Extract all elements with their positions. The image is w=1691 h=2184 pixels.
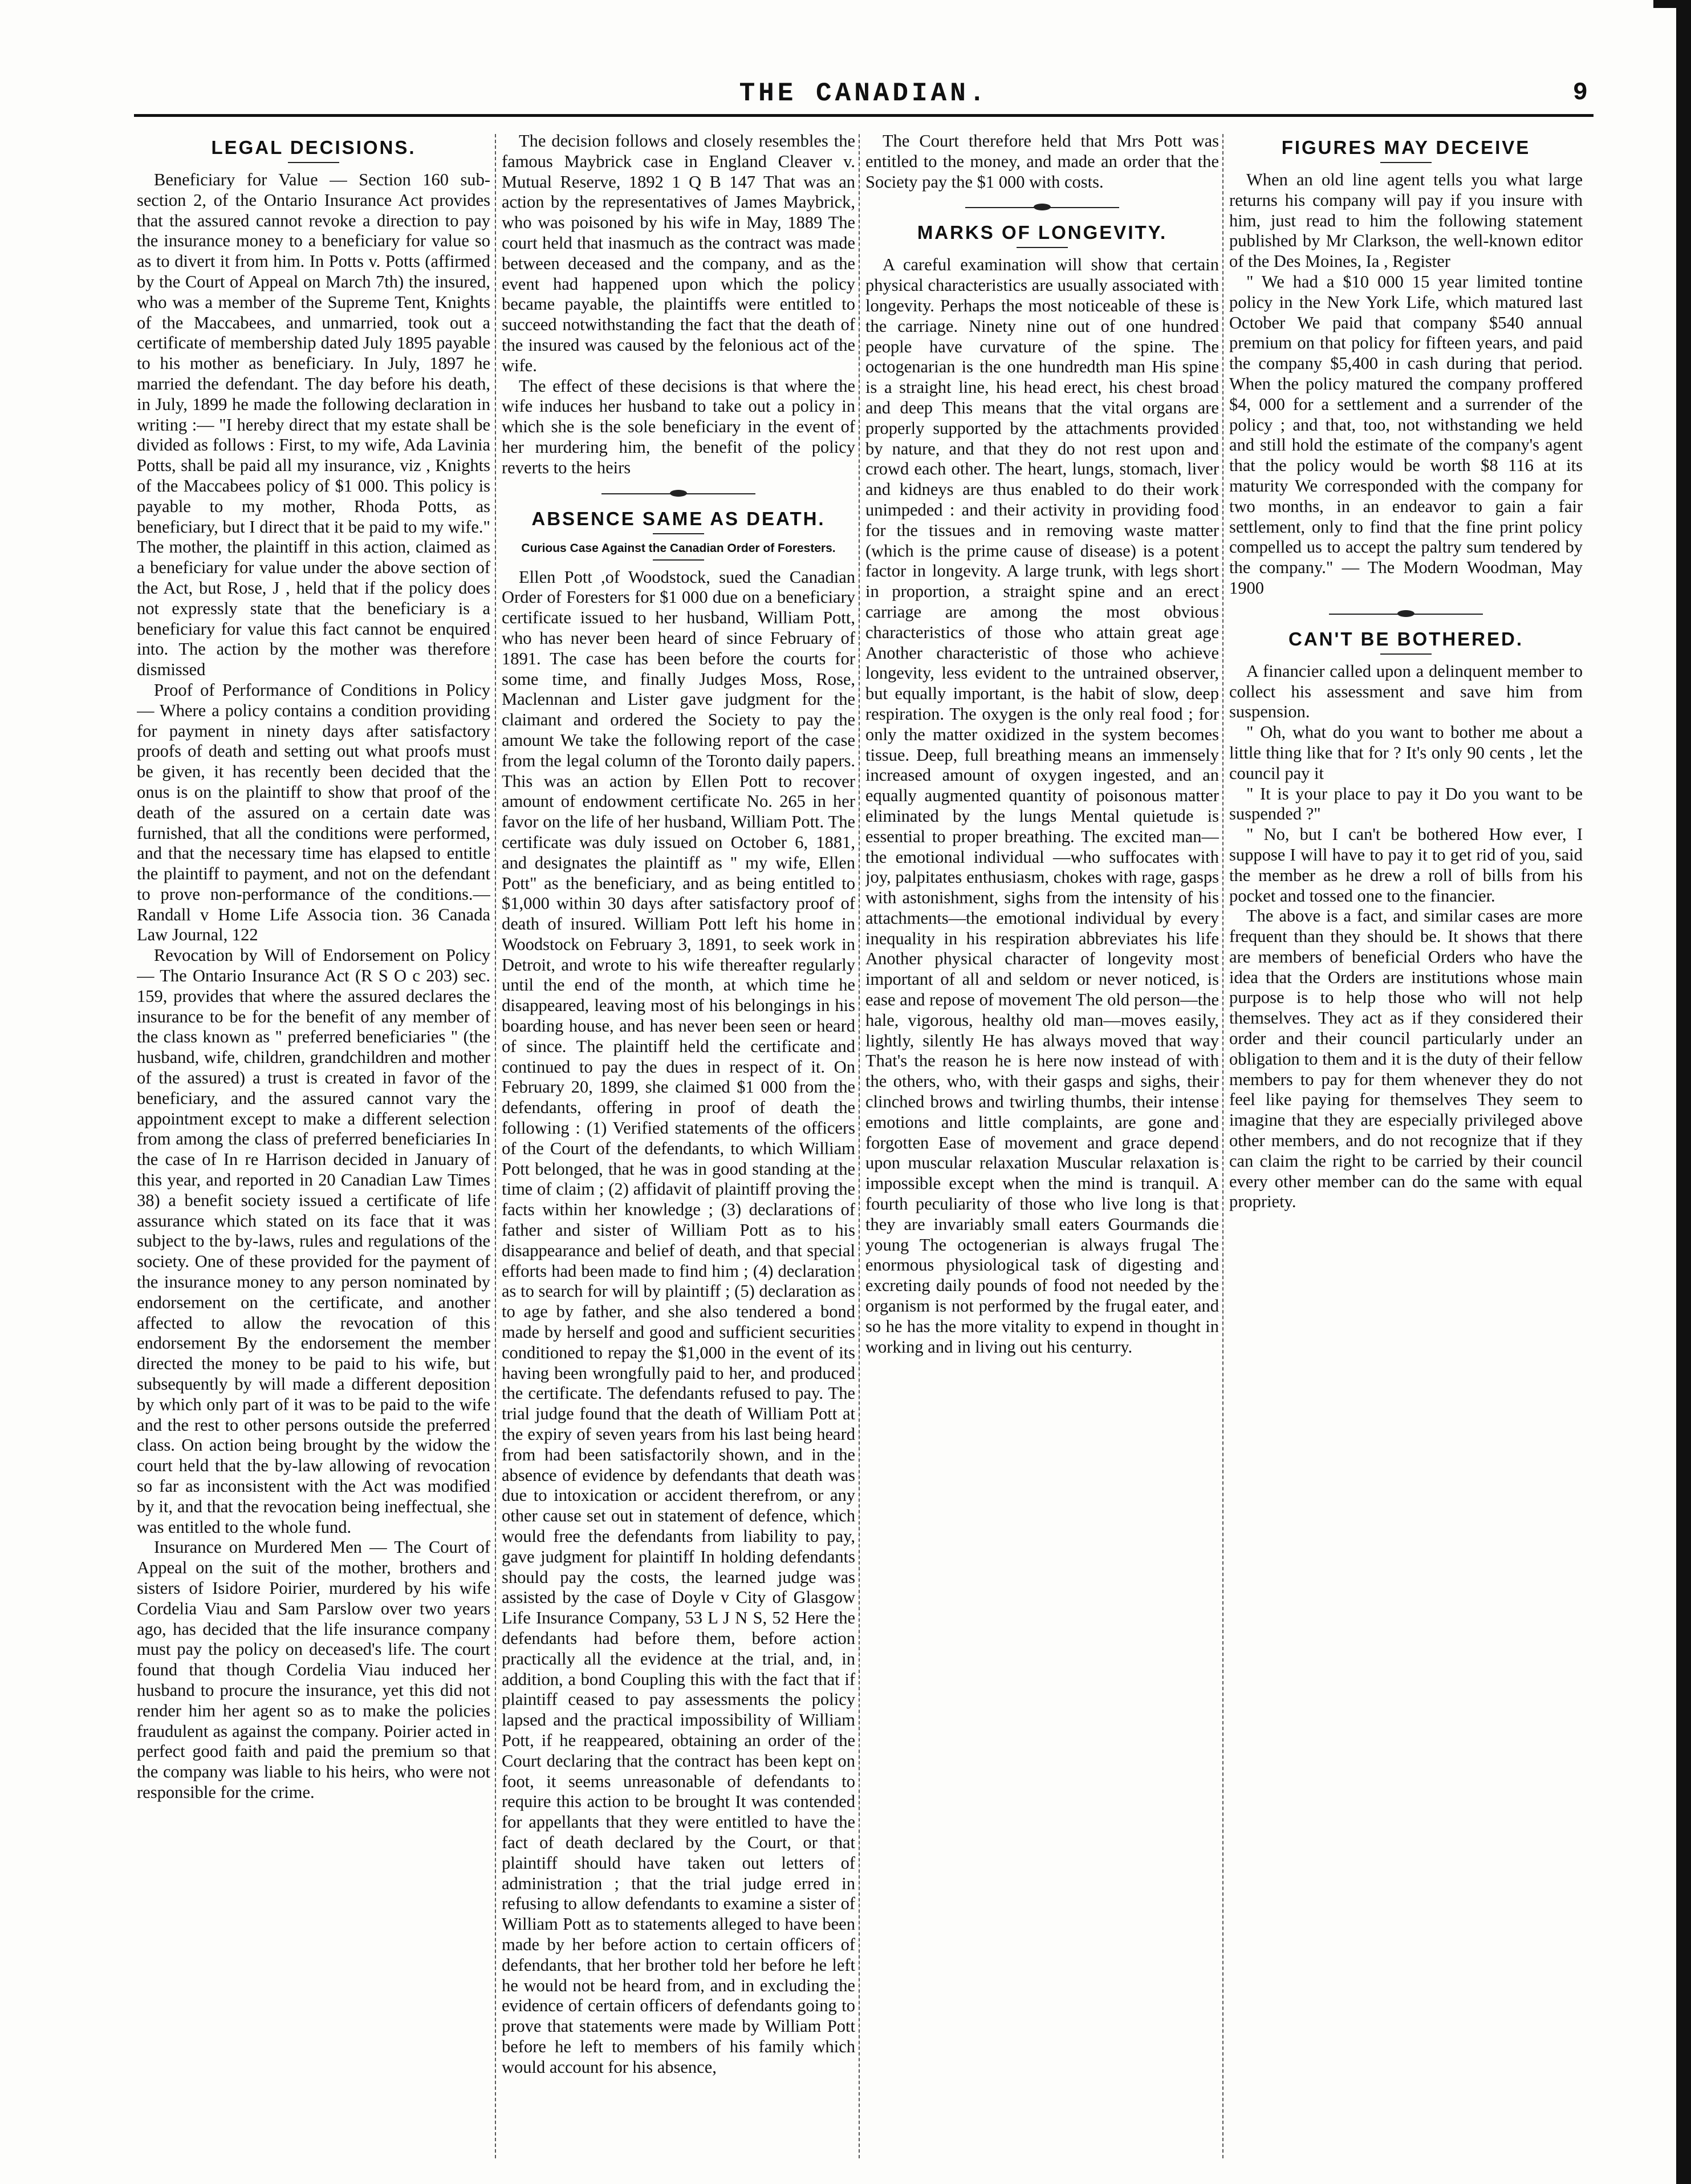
column-4 xyxy=(1229,131,1583,2167)
article-heading: CAN'T BE BOTHERED. xyxy=(1288,628,1524,649)
heading-rule xyxy=(653,533,704,534)
heading-rule xyxy=(1380,162,1432,163)
article-marks-of-longevity xyxy=(865,221,1219,1357)
article-paragraph: Beneficiary for Value — Section 160 sub-section 2, of the Ontario Insurance Act provides that the assured cannot revoke a direction to pay the insurance money to a beneficiary for value so as to divert it from him. In Potts v. Potts (affirmed by the Court of Appeal on March 7th) the insured, who was a member of the Supreme Tent, Knights of the Maccabees, and unmarried, took out a certificate of membership dated July 1895 payable to his mother as beneficiary. In July, 1897 he married the defendant. The day before his death, in July, 1899 he made the following declaration in writing :— "I hereby direct that my estate shall be divided as follows : First, to my wife, Ada Lavinia Potts, shall be paid all my insurance, viz , Knights of the Maccabees policy of $1 000. This policy is payable to my mother, Rhoda Potts, as beneficiary, but I direct that it be paid to my wife." The mother, the plaintiff in this action, claimed as a beneficiary for value under the above section of the Act, but Rose, J , held that if the policy does not expressly state that the beneficiary is a beneficiary for value this fact cannot be enquired into. The action by the mother was therefore dismissed xyxy=(137,170,490,680)
column-rule xyxy=(495,134,497,2158)
section-divider xyxy=(601,490,755,498)
article-paragraph: A financier called upon a delinquent member to collect his assessment and save him from suspension. xyxy=(1229,661,1583,722)
column-3 xyxy=(865,131,1219,2167)
column-2 xyxy=(502,131,855,2167)
article-paragraph: Revocation by Will of Endorsement on Policy — The Ontario Insurance Act (R S O c 203) sec. 159, provides that where the assured declares the insurance to be for the benefit of any member of the class known as " preferred beneficiaries " (the husband, wife, children, grandchildren and mother of the assured) a trust is created in favor of the beneficiary, and the assured cannot vary the appointment except to make a different selection from among the class of preferred beneficiaries In the case of In re Harrison decided in January of this year, and reported in 20 Canadian Law Times 38) a benefit society issued a certificate of life assurance which stated on its face that it was subject to the by-laws, rules and regulations of the society. One of these provided for the payment of the insurance money to any person nominated by endorsement on the certificate, and another affected to allow the revocation of this endorsement By the endorsement the member directed the money to be paid to his wife, but subsequently by will made a different deposition by which only part of it was to be paid to the wife and the rest to other persons outside the preferred class. On action being brought by the widow the court held that the by-law allowing of revocation so far as inconsistent with the Act was modified by it, and that the revocation being ineffectual, she was entitled to the whole fund. xyxy=(137,945,490,1537)
heading-rule xyxy=(1380,653,1432,655)
article-heading: FIGURES MAY DECEIVE xyxy=(1281,137,1531,158)
article-paragraph: " No, but I can't be bothered How ever, I suppose I will have to pay it to get rid of you, said the member as he drew a roll of bills from his pocket and tossed one to the financier. xyxy=(1229,825,1583,906)
article-paragraph: The Court therefore held that Mrs Pott was entitled to the money, and made an order that the Society pay the $1 000 with costs. xyxy=(865,131,1219,192)
column-rule xyxy=(859,134,861,2158)
article-heading: ABSENCE SAME AS DEATH. xyxy=(531,508,826,529)
article-cant-be-bothered xyxy=(1229,627,1583,1213)
article-absence-continued xyxy=(865,131,1219,192)
article-paragraph: A careful examination will show that certain physical characteristics are usually associated with longevity. Perhaps the most noticeable of these is the carriage. Ninety nine out of one hundred people have curvature of the spine. The octogenarian is the one hundredth man His spine is a straight line, his head erect, his chest broad and deep This means that the vital organs are properly supported by the attachments provided by nature, and that they do not rest upon and crowd each other. The heart, lungs, stomach, liver and kidneys are thus enabled to do their work unimpeded : and their activity in providing food for the tissues and in removing waste matter (which is the prime cause of disease) is a potent factor in longevity. A large trunk, with legs short in proportion, a straight spine and an erect carriage are among the most obvious characteristics of those who attain great age Another characteristic of those who achieve longevity, less evident to the untrained observer, but equally important, is the habit of slow, deep respiration. The oxygen is the only real food ; for only the matter oxidized in the system becomes tissue. Deep, full breathing means an immensely increased amount of oxygen ingested, and an equally augmented quantity of poisonous matter eliminated by the lungs Mental quietude is essential to proper breathing. The excited man—the emotional individual —who suffocates with joy, palpitates enthusiasm, chokes with rage, gasps with astonishment, sighs from the intensity of his attachments—the emotional individual by every inequality in his respiration abbreviates his life Another physical character of longevity most important of all and seldom or never noticed, is ease and repose of movement The old person—the hale, vigorous, healthy old man—moves easily, lightly, silently He has always moved that way That's the reason he is here now instead of with the others, who, with their gasps and sighs, their clinched brows and twirling thumbs, their intense emotions and little complaints, are gone and forgotten Ease of movement and grace depend upon muscular relaxation Muscular relaxation is impossible except when the mind is tranquil. A fourth peculiarity of those who live long is that they are invariably small eaters Gourmands die young The octogenerian is always frugal The enormous physiological task of digesting and excreting daily pounds of food not needed by the organism is not performed by the frugal eater, and so he has the more vitality to expend in thought in working and in living out his centurry. xyxy=(865,255,1219,1357)
article-paragraph: Proof of Performance of Conditions in Policy — Where a policy contains a condition providing for payment in ninety days after satisfactory proofs of death and setting out what proofs must be given, it has recently been decided that the onus is on the plaintiff to show that proof of the death of the assured on a certain date was furnished, that all the conditions were performed, and that the necessary time has elapsed to entitle the plaintiff to payment, and not on the defendant to prove non-performance of the conditions.— Randall v Home Life Associa tion. 36 Canada Law Journal, 122 xyxy=(137,680,490,945)
column-rule xyxy=(1222,134,1225,2158)
page-number: 9 xyxy=(1572,79,1588,107)
article-paragraph: " It is your place to pay it Do you want to be suspended ?" xyxy=(1229,784,1583,824)
masthead-title: THE CANADIAN. xyxy=(739,79,989,108)
scan-edge-right xyxy=(1676,0,1691,2184)
section-divider xyxy=(965,204,1119,212)
article-legal-decisions-continued xyxy=(502,131,855,478)
article-paragraph: Insurance on Murdered Men — The Court of Appeal on the suit of the mother, brothers and sisters of Isidore Poirier, murdered by his wife Cordelia Viau and Sam Parslow over two years ago, has decided that the life insurance company must pay the policy on deceased's life. The court found that though Cordelia Viau induced her husband to procure the insurance, yet this did not render him her agent so as to make the policies fraudulent as against the company. Poirier acted in perfect good faith and paid the premium so that the company was liable to his heirs, who were not responsible for the crime. xyxy=(137,1537,490,1802)
heading-rule xyxy=(653,559,704,561)
column-1 xyxy=(137,131,490,2167)
article-heading: LEGAL DECISIONS. xyxy=(211,137,416,158)
article-paragraph: The effect of these decisions is that where the wife induces her husband to take out a policy in which she is the sole beneficiary in the event of her murdering him, the benefit of the policy reverts to the heirs xyxy=(502,376,855,477)
article-subheading: Curious Case Against the Canadian Order of Foresters. xyxy=(521,541,836,555)
article-absence-same-as-death xyxy=(502,507,855,2078)
scan-edge-top xyxy=(1653,0,1691,8)
page-header xyxy=(134,79,1594,117)
article-paragraph: " Oh, what do you want to bother me about a little thing like that for ? It's only 90 cents , let the council pay it xyxy=(1229,722,1583,783)
article-figures-may-deceive xyxy=(1229,136,1583,599)
article-paragraph: The decision follows and closely resembles the famous Maybrick case in England Cleaver v. Mutual Reserve, 1892 1 Q B 147 That was an action by the representatives of James Maybrick, who was poisoned by his wife in May, 1889 The court held that inasmuch as the contract was made between deceased and the company, and as the event had happened upon which the policy became payable, the plaintiffs were entitled to succeed notwithstanding the fact that the death of the insured was caused by the felonious act of the wife. xyxy=(502,131,855,375)
article-heading: MARKS OF LONGEVITY. xyxy=(917,222,1168,243)
section-divider xyxy=(1329,610,1483,618)
article-paragraph: The above is a fact, and similar cases are more frequent than they should be. It shows that there are members of beneficial Orders who have the idea that the Orders are institutions whose main purpose is to help those who will not help themselves. They act as if they considered their order and their council particularly under an obligation to them and it is the duty of their fellow members to pay for them whenever they do not feel like paying for themselves They seem to imagine that they are especially privileged above other members, and do not recognize that if they can claim the right to be carried by their council every other member can do the same with equal propriety. xyxy=(1229,906,1583,1212)
article-paragraph: " We had a $10 000 15 year limited tontine policy in the New York Life, which matured last October We paid that company $540 annual premium on that policy for fifteen years, and paid the company $5,400 in cash during that period. When the policy matured the company proffered $4, 000 for a settlement and a surrender of the policy ; and that, too, not withstanding we held and still hold the estimate of the company's agent that the policy would be worth $8 116 at its maturity We corresponded with the company for two months, in an endeavor to gain a fair settlement, only to find that the fine print policy compelled us to accept the paltry sum tendered by the company." — The Modern Woodman, May 1900 xyxy=(1229,271,1583,598)
heading-rule xyxy=(1017,247,1068,248)
article-paragraph: When an old line agent tells you what large returns his company will pay if you insure with him, just read to him the following statement published by Mr Clarkson, the well-known editor of the Des Moines, Ia , Register xyxy=(1229,170,1583,271)
article-paragraph: Ellen Pott ,of Woodstock, sued the Canadian Order of Foresters for $1 000 due on a beneficiary certificate issued to her husband, William Pott, who has never been heard of since February of 1891. The case has been before the courts for some time, and finally Judges Moss, Rose, Maclennan and Lister gave judgment for the claimant and ordered the Society to pay the amount We take the following report of the case from the legal column of the Toronto daily papers. This was an action by Ellen Pott to recover amount of endowment certificate No. 265 in her favor on the life of her husband, William Pott. The certificate was duly issued on October 6, 1881, and designates the plaintiff as " my wife, Ellen Pott" as the beneficiary, and as being entitled to $1,000 within 30 days after satisfactory proof of death of insured. William Pott left his home in Woodstock on February 3, 1891, to seek work in Detroit, and wrote to his wife thereafter regularly until the end of the month, at which time he disappeared, leaving most of his belongings in his boarding house, and has never been seen or heard of since. The plaintiff held the certificate and continued to pay the dues in respect of it. On February 20, 1899, she claimed $1 000 from the defendants, offering in proof of death the following : (1) Verified statements of the officers of the Court of the defendants, to which William Pott belonged, that he was in good standing at the time of claim ; (2) affidavit of plaintiff proving the facts within her knowledge ; (3) declarations of father and sister of William Pott as to his disappearance and belief of death, and that special efforts had been made to find him ; (4) declaration as to search for will by plaintiff ; (5) declaration as to age by father, and she also tendered a bond made by herself and good and sufficient securities conditioned to repay the $1,000 in the event of its having been wrongfully paid to her, and produced the certificate. The defendants refused to pay. The trial judge found that the death of William Pott at the expiry of seven years from his last being heard from had been satisfactorily shown, and in the absence of evidence by defendants that death was due to intoxication or accident therefrom, or any other cause set out in statement of defence, which would free the defendants from liability to pay, gave judgment for plaintiff In holding defendants should pay the costs, the learned judge was assisted by the case of Doyle v City of Glasgow Life Insurance Company, 53 L J N S, 52 Here the defendants had before them, before action practically all the evidence at the trial, and, in addition, a bond Coupling this with the fact that if plaintiff ceased to pay assessments the policy lapsed and the practical impossibility of William Pott, if he reappeared, obtaining an order of the Court declaring that the contract has been kept on foot, it seems unreasonable of defendants to require this action to be brought It was contended for appellants that they were entitled to have the fact of death declared by the Court, or that plaintiff should have taken out letters of administration ; that the trial judge erred in refusing to allow defendants to examine a sister of William Pott as to statements alleged to have been made by her before action to certain officers of defendants, that her brother told her before he left he would not be heard from, and in excluding the evidence of certain officers of defendants going to prove that statements were made by William Pott before he left to members of his family which would account for his absence, xyxy=(502,567,855,2077)
heading-rule xyxy=(288,162,339,163)
article-legal-decisions xyxy=(137,136,490,1803)
